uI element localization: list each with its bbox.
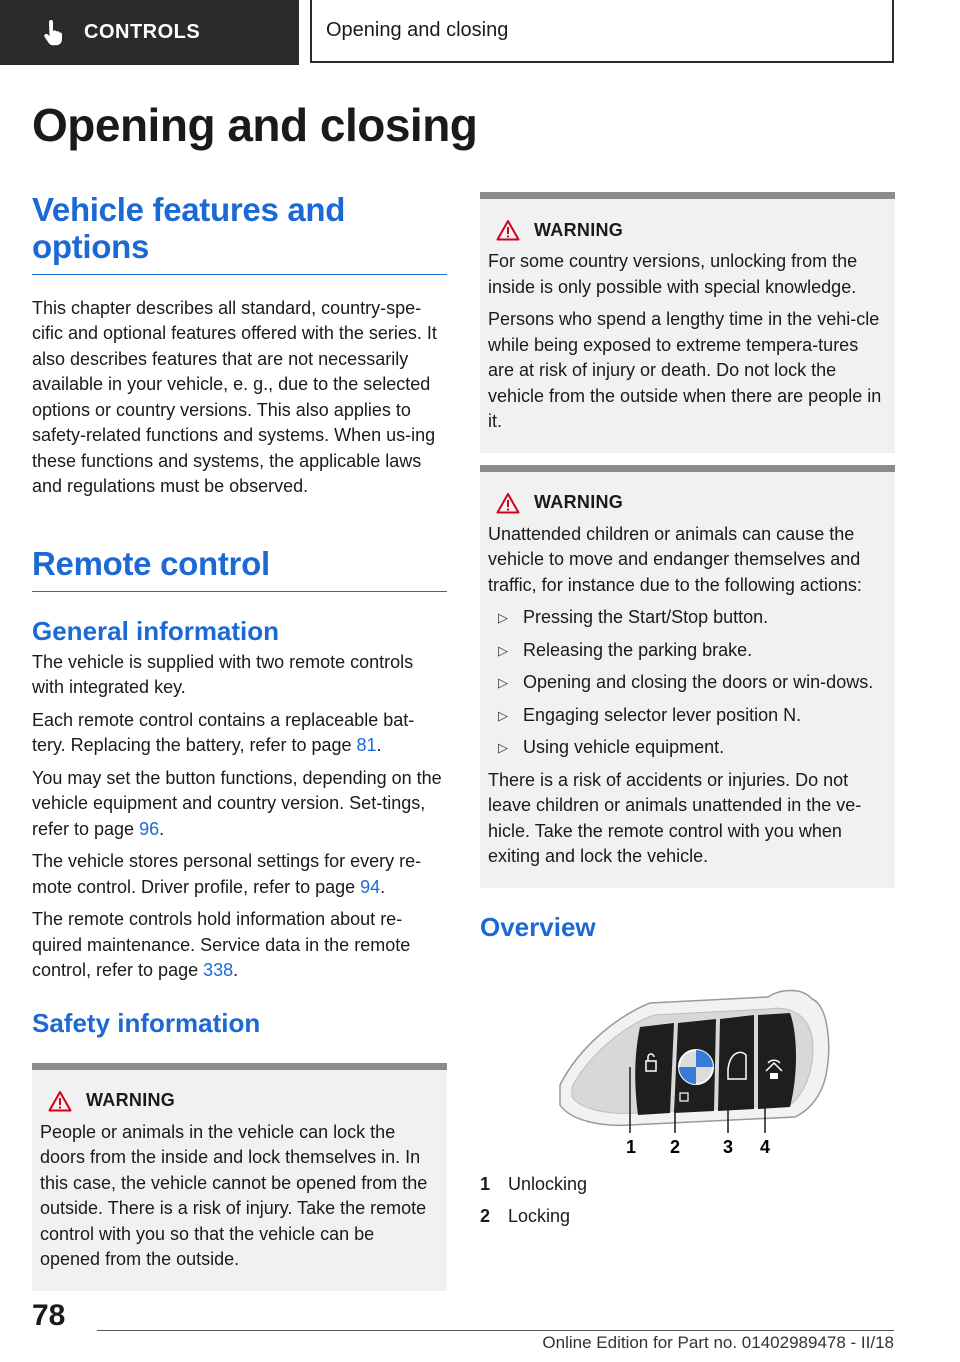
triangle-bullet-icon: ▷ — [498, 740, 508, 755]
general-p4: The vehicle stores personal settings for every re-mote control. Driver profile, refer to page 94. — [32, 851, 422, 897]
legend-number: 1 — [480, 1173, 491, 1194]
callout-label: 3 — [723, 1136, 734, 1157]
overview-heading: Overview — [480, 911, 596, 942]
warning-triangle-icon — [496, 492, 520, 514]
vehicle-features-heading: Vehicle features and options — [32, 192, 447, 275]
warning-box-safety — [32, 1063, 447, 1291]
page-number: 78 — [32, 1299, 66, 1332]
footer-divider — [97, 1330, 894, 1331]
page-ref-338[interactable]: 338 — [203, 960, 234, 981]
safety-information-heading: Safety information — [32, 1007, 261, 1038]
list-item: ▷ Opening and closing the doors or win-dows. — [488, 670, 887, 696]
list-item: ▷ Engaging selector lever position N. — [488, 703, 887, 729]
list-item: ▷ Using vehicle equipment. — [488, 735, 887, 761]
callout-label: 2 — [670, 1136, 681, 1157]
warning-label: WARNING — [86, 1090, 176, 1111]
warning-label: WARNING — [534, 492, 624, 512]
list-item: ▷ Pressing the Start/Stop button. — [488, 605, 887, 631]
warning2-p2: There is a risk of accidents or injuries. Do not leave children or animals unattended in the ve-hicle. Take the remote control with you when exiting and lock the vehicle. — [488, 769, 862, 866]
warning2-bullet-list — [488, 605, 887, 761]
warning1-p2: Persons who spend a lengthy time in the vehi-cle while being exposed to extreme tempera-tures are at risk of injury or death. Do not lock the vehicle from the outside when there are people in it. — [488, 309, 882, 431]
header-section-tab — [0, 0, 299, 65]
right-column — [480, 192, 895, 1232]
triangle-bullet-icon: ▷ — [498, 642, 508, 658]
footer-edition: Online Edition for Part no. 01402989478 - II/18 — [542, 1333, 894, 1352]
header-section-label: CONTROLS — [84, 21, 201, 43]
warning-triangle-icon — [48, 1090, 72, 1112]
triangle-bullet-icon: ▷ — [498, 675, 508, 690]
legend-label: Locking — [508, 1205, 571, 1226]
legend-label: Unlocking — [508, 1173, 588, 1194]
warning1-p1: For some country versions, unlocking from the inside is only possible with special knowledge. — [488, 251, 858, 297]
header-chapter-tab — [310, 0, 894, 63]
callout-label: 1 — [626, 1136, 637, 1157]
general-information-heading: General information — [32, 615, 280, 646]
page-ref-94[interactable]: 94 — [360, 876, 381, 897]
warning-label: WARNING — [534, 219, 624, 240]
hand-pointer-icon — [42, 20, 64, 46]
page-ref-81[interactable]: 81 — [356, 735, 377, 756]
legend-row — [480, 1168, 895, 1200]
warning-box-unlocking — [480, 192, 895, 453]
general-p3: You may set the button functions, depending on the vehicle equipment and country version. Set-tings, refer to page 96. — [32, 767, 442, 839]
remote-key-illustration — [540, 975, 830, 1160]
callout-label: 4 — [760, 1136, 771, 1157]
header-chapter-label: Opening and closing — [326, 19, 509, 41]
general-p2: Each remote control contains a replaceable bat-tery. Replacing the battery, refer to page 81. — [32, 709, 415, 756]
page-title: Opening and closing — [32, 99, 478, 151]
warning2-p1: Unattended children or animals can cause the vehicle to move and endanger themselves and traffic, for instance due to the following actions: — [488, 523, 862, 595]
warning-box-unattended — [480, 465, 895, 888]
overview-legend — [480, 1168, 895, 1232]
vehicle-features-body: This chapter describes all standard, country-spe-cific and optional features offered with the series. It also describes features that are not necessarily available in your vehicle, e. g., due to the selected options or country versions. This also applies to safety-related functions and systems. When us-ing these functions and systems, the applicable laws and regulations must be observed. — [32, 297, 437, 497]
left-column — [32, 192, 447, 1291]
page-ref-96[interactable]: 96 — [139, 818, 160, 839]
triangle-bullet-icon: ▷ — [498, 707, 508, 723]
warning-text: People or animals in the vehicle can lock the doors from the inside and lock themselves in. In this case, the vehicle cannot be opened from the outside. There is a risk of injury. Take the remote control with you so that the vehicle can be opened from the outside. — [40, 1121, 428, 1270]
list-item: ▷ Releasing the parking brake. — [488, 638, 887, 664]
general-p1: The vehicle is supplied with two remote controls with integrated key. — [32, 651, 414, 698]
general-p5: The remote controls hold information about re-quired maintenance. Service data in the remote control, refer to page 338. — [32, 909, 411, 981]
legend-row — [480, 1200, 895, 1232]
remote-control-heading: Remote control — [32, 546, 447, 592]
legend-number: 2 — [480, 1205, 491, 1226]
triangle-bullet-icon: ▷ — [498, 610, 508, 625]
warning-triangle-icon — [496, 219, 520, 241]
